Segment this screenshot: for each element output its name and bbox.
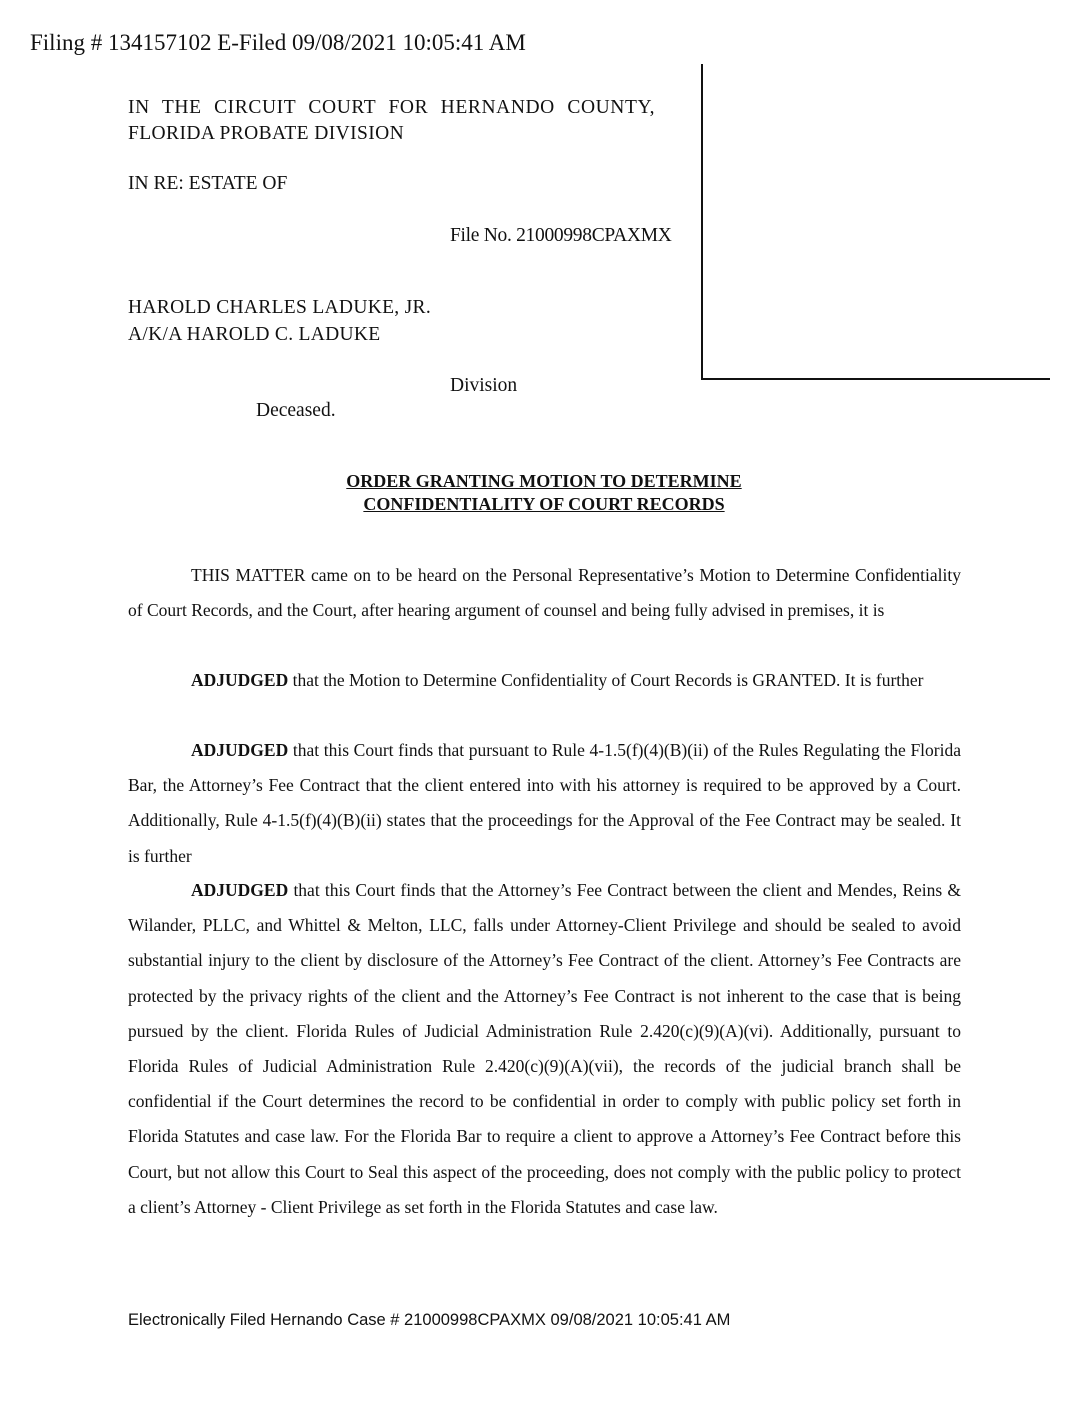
clerk-box-vertical-rule bbox=[701, 64, 703, 380]
in-re-line: IN RE: ESTATE OF bbox=[128, 173, 288, 194]
decedent-name: HAROLD CHARLES LADUKE, JR. bbox=[128, 297, 432, 318]
deceased-label: Deceased. bbox=[256, 400, 336, 421]
paragraph-text: that this Court finds that the Attorney’s Fee Contract between the client and Mendes, Reins & Wilander, PLLC, and Whittel & Melton, LLC, falls under Attorney-Client Privilege and should be sealed to avoid substantial injury to the client by disclosure of the Attorney’s Fee Contract of the client. Attorney’s Fee Contracts are protected by the privacy rights of the client and the Attorney’s Fee Contract is not inherent to the case that is being pursued by the client. Florida Rules of Judicial Administration Rule 2.420(c)(9)(A)(vi). Additionally, pursuant to Florida Rules of Judicial Administration Rule 2.420(c)(9)(A)(vii), the records of the judicial branch shall be confidential if the Court determines the record to be confidential in order to comply with public policy set forth in Florida Statutes and case law. For the Florida Bar to require a client to approve a Attorney’s Fee Contract before this Court, but not allow this Court to Seal this aspect of the proceeding, does not comply with the public policy to protect a client’s Attorney - Client Privilege as set forth in the Florida Statutes and case law. bbox=[128, 880, 961, 1217]
electronic-filing-footer: Electronically Filed Hernando Case # 21000998CPAXMX 09/08/2021 10:05:41 AM bbox=[128, 1311, 731, 1329]
file-number: File No. 21000998CPAXMX bbox=[450, 225, 672, 246]
adjudged-label: ADJUDGED bbox=[191, 740, 289, 760]
order-title-line-1: ORDER GRANTING MOTION TO DETERMINE bbox=[346, 471, 742, 491]
body-paragraph-4 bbox=[128, 873, 961, 1225]
court-name-line-1: IN THE CIRCUIT COURT FOR HERNANDO COUNTY, bbox=[128, 97, 656, 118]
court-name-line-2: FLORIDA PROBATE DIVISION bbox=[128, 123, 405, 144]
division-label: Division bbox=[450, 375, 518, 396]
clerk-box-horizontal-rule bbox=[701, 378, 1050, 380]
paragraph-text: that the Motion to Determine Confidentiality of Court Records is GRANTED. It is further bbox=[292, 670, 924, 690]
body-paragraph-2 bbox=[128, 663, 961, 698]
body-paragraph-3 bbox=[128, 733, 961, 874]
paragraph-text: that this Court finds that pursuant to Rule 4-1.5(f)(4)(B)(ii) of the Rules Regulating the Florida Bar, the Attorney’s Fee Contract that the client entered into with his attorney is required to be approved by a Court. Additionally, Rule 4-1.5(f)(4)(B)(ii) states that the proceedings for the Approval of the Fee Contract may be sealed. It is further bbox=[128, 740, 961, 866]
adjudged-label: ADJUDGED bbox=[191, 670, 289, 690]
paragraph-text: THIS MATTER came on to be heard on the Personal Representative’s Motion to Determine Confidentiality of Court Records, and the Court, after hearing argument of counsel and being fully advised in premises, it is bbox=[128, 565, 961, 621]
order-title-line-2: CONFIDENTIALITY OF COURT RECORDS bbox=[363, 494, 725, 514]
adjudged-label: ADJUDGED bbox=[191, 880, 289, 900]
body-paragraph-1 bbox=[128, 558, 961, 628]
decedent-aka: A/K/A HAROLD C. LADUKE bbox=[128, 324, 381, 345]
filing-stamp: Filing # 134157102 E-Filed 09/08/2021 10:05:41 AM bbox=[30, 30, 526, 55]
